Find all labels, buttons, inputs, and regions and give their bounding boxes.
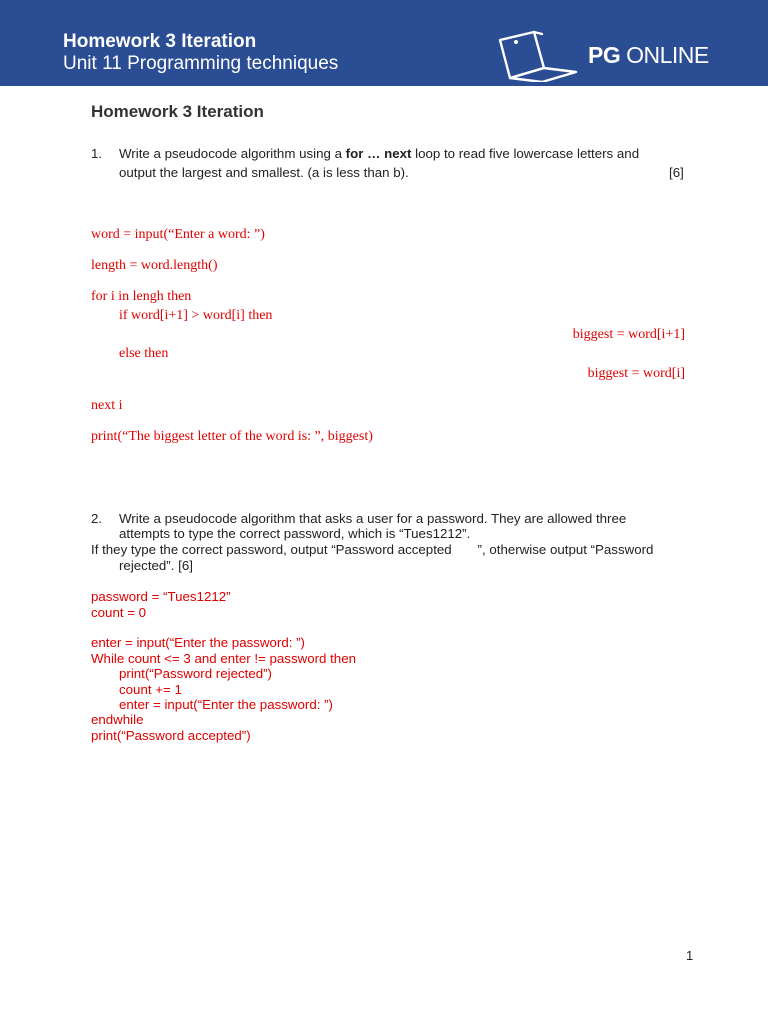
q1-code-line: word = input(“Enter a word: ”): [91, 227, 265, 242]
q2-code-line: print(“Password accepted”): [91, 728, 251, 743]
q1-code-line: biggest = word[i]: [587, 366, 685, 381]
q2-code-line: enter = input(“Enter the password: ”): [91, 635, 305, 650]
question-1-line-2: output the largest and smallest. (a is less than b).: [119, 165, 409, 180]
brand-logo-text: PG ONLINE: [588, 42, 709, 68]
page-header: [0, 0, 768, 86]
question-1-number: 1.: [91, 146, 103, 161]
page-number: 1: [686, 948, 694, 963]
q2-code-line: enter = input(“Enter the password: ”): [119, 697, 333, 712]
question-1-marks: [6]: [669, 165, 684, 180]
header-title: Homework 3 Iteration: [63, 31, 257, 52]
q2-code-line: count = 0: [91, 605, 147, 620]
q2-code-line: password = “Tues1212”: [91, 589, 231, 604]
q1-code-line: biggest = word[i+1]: [572, 327, 685, 342]
q1-code-line: if word[i+1] > word[i] then: [119, 308, 273, 323]
q1-code-line: next i: [91, 398, 123, 413]
header-subtitle: Unit 11 Programming techniques: [63, 53, 339, 74]
q1-code-line: length = word.length(): [91, 258, 218, 273]
q2-code-line: print(“Password rejected”): [119, 666, 272, 681]
laptop-logo-icon: [494, 28, 580, 82]
q2-code-line: count += 1: [119, 682, 182, 697]
q1-code-line: print(“The biggest letter of the word is: ”, biggest): [91, 429, 373, 444]
question-2-line-2: attempts to type the correct password, which is “Tues1212”.: [119, 526, 471, 541]
question-2-line-1: Write a pseudocode algorithm that asks a user for a password. They are allowed three: [119, 511, 627, 526]
q2-code-line: endwhile: [91, 712, 144, 727]
question-2-line-4: rejected”. [6]: [119, 558, 193, 573]
question-2-number: 2.: [91, 511, 103, 526]
q1-code-line: for i in lengh then: [91, 289, 192, 304]
q2-code-line: While count <= 3 and enter != password then: [91, 651, 356, 666]
question-1-line-1: Write a pseudocode algorithm using a for … next loop to read five lowercase letters and: [119, 146, 640, 161]
document-title: Homework 3 Iteration: [91, 102, 264, 121]
question-2-line-3: If they type the correct password, output “Password accepted ”, otherwise output “Password: [91, 542, 654, 557]
q1-code-line: else then: [119, 346, 169, 361]
